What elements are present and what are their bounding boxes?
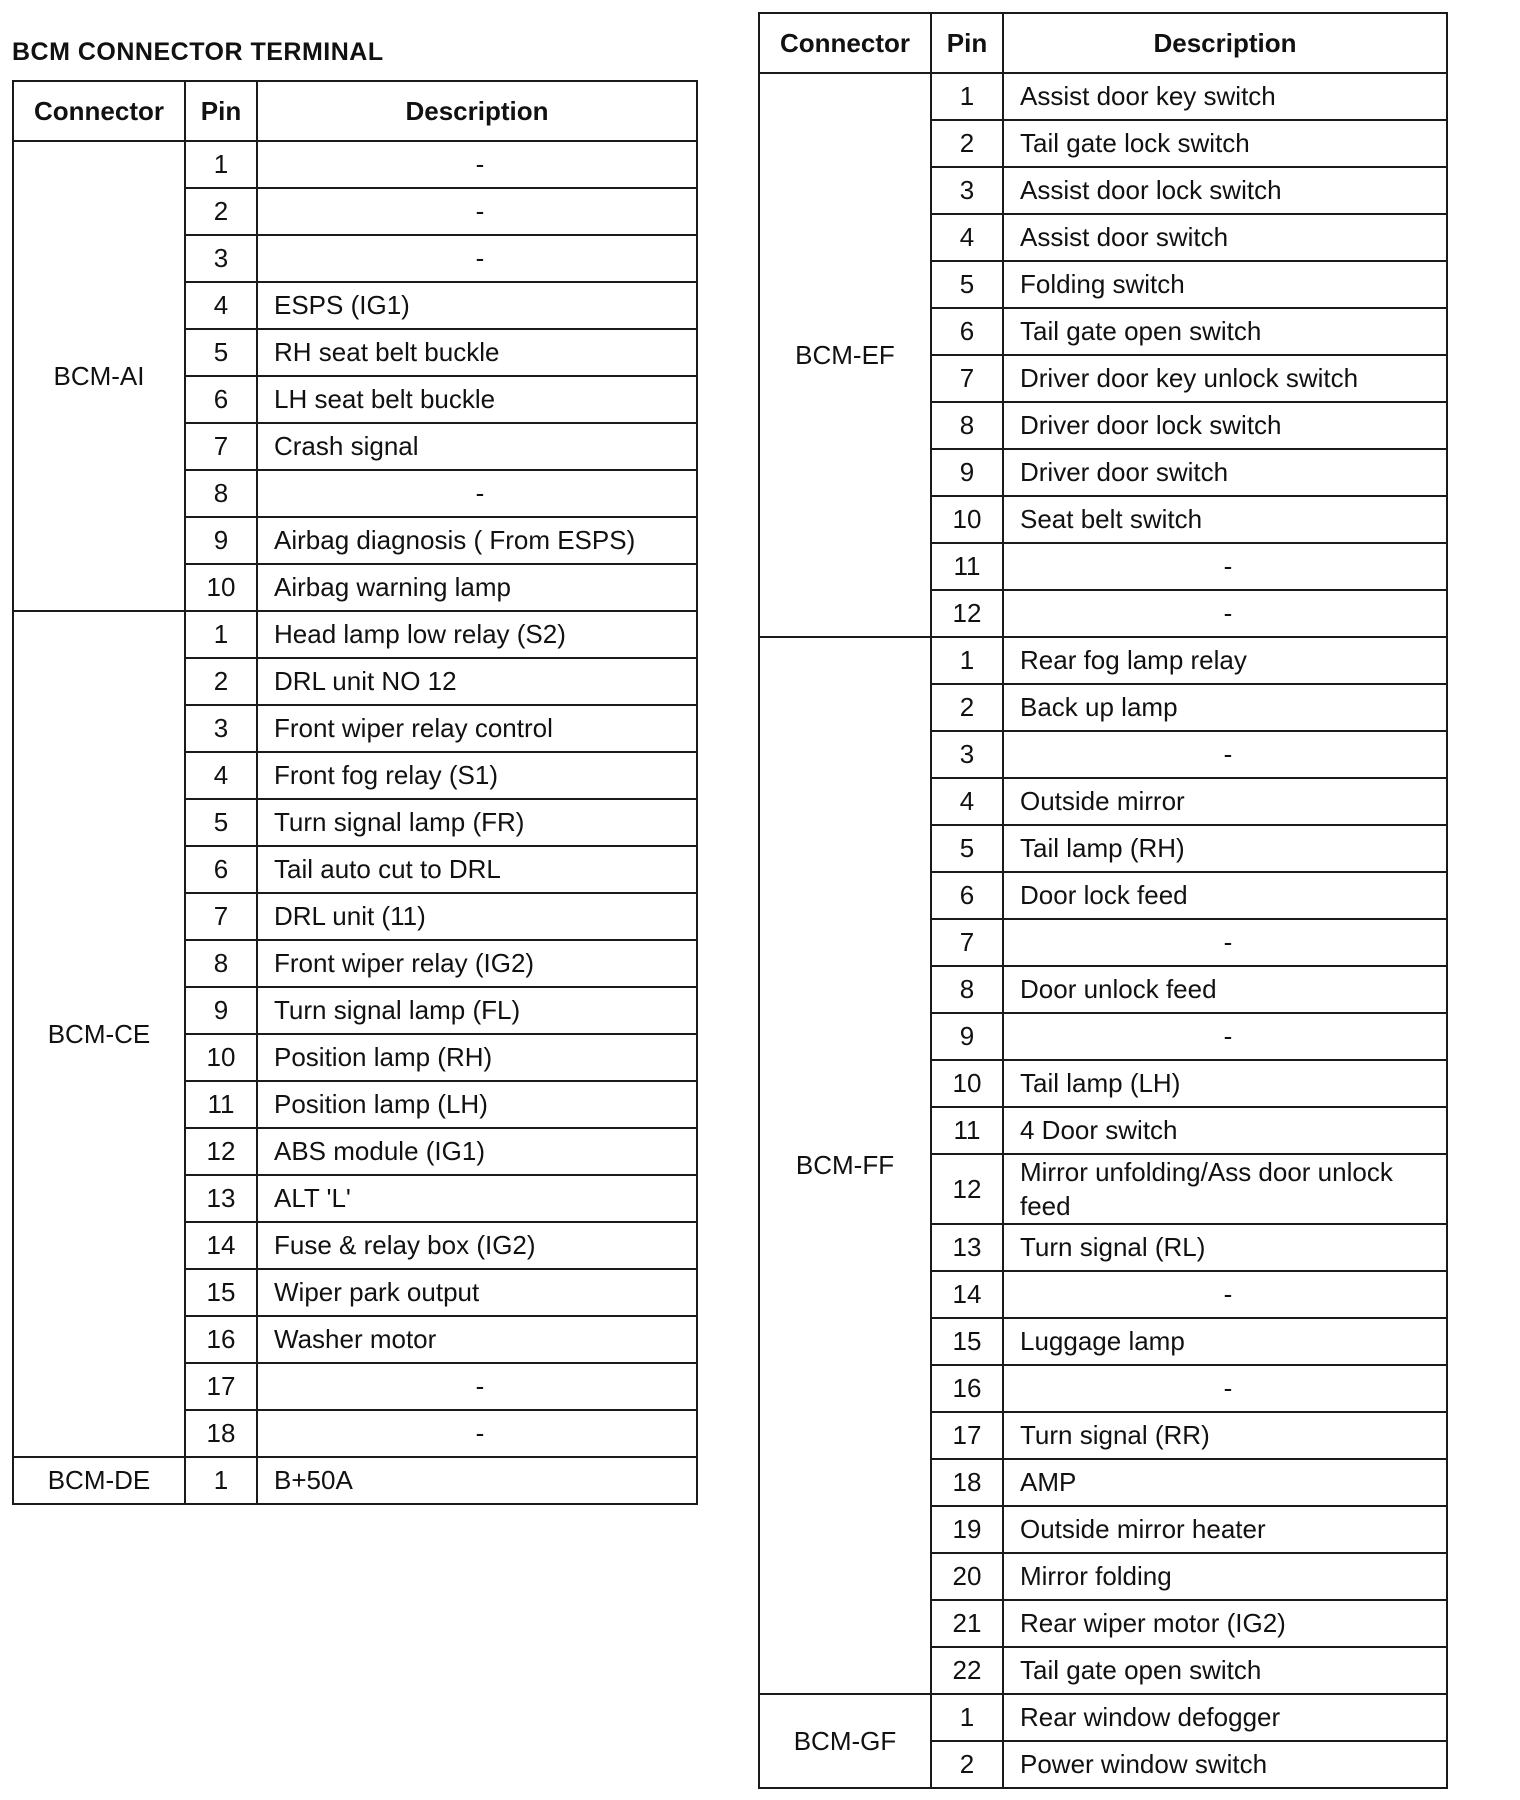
description-cell: Door unlock feed: [1003, 966, 1447, 1013]
pin-cell: 1: [931, 637, 1003, 684]
connector-header: Connector: [759, 13, 931, 73]
description-cell: Position lamp (RH): [257, 1034, 697, 1081]
pin-cell: 3: [931, 731, 1003, 778]
table-row: [13, 611, 697, 658]
pin-header: Pin: [931, 13, 1003, 73]
pin-cell: 4: [185, 282, 257, 329]
pin-cell: 1: [931, 73, 1003, 120]
description-cell: Seat belt switch: [1003, 496, 1447, 543]
pin-cell: 13: [931, 1224, 1003, 1271]
description-cell: -: [257, 1410, 697, 1457]
pin-cell: 6: [931, 872, 1003, 919]
description-cell: Power window switch: [1003, 1741, 1447, 1788]
bcm-terminal-table-left: [12, 80, 698, 1505]
description-cell: ABS module (IG1): [257, 1128, 697, 1175]
connector-header: Connector: [13, 81, 185, 141]
pin-cell: 16: [931, 1365, 1003, 1412]
description-cell: Driver door key unlock switch: [1003, 355, 1447, 402]
pin-cell: 4: [931, 778, 1003, 825]
description-header: Description: [257, 81, 697, 141]
table-row: [759, 73, 1447, 120]
description-cell: Tail lamp (LH): [1003, 1060, 1447, 1107]
description-cell: DRL unit (11): [257, 893, 697, 940]
pin-cell: 16: [185, 1316, 257, 1363]
connector-cell: BCM-DE: [13, 1457, 185, 1504]
pin-cell: 8: [185, 470, 257, 517]
description-cell: Wiper park output: [257, 1269, 697, 1316]
pin-cell: 9: [185, 517, 257, 564]
description-cell: Turn signal (RL): [1003, 1224, 1447, 1271]
pin-cell: 10: [185, 564, 257, 611]
pin-cell: 8: [931, 966, 1003, 1013]
pin-cell: 13: [185, 1175, 257, 1222]
table-row: [759, 637, 1447, 684]
description-cell: Assist door switch: [1003, 214, 1447, 261]
pin-cell: 1: [931, 1694, 1003, 1741]
connector-cell: BCM-CE: [13, 611, 185, 1457]
pin-cell: 18: [185, 1410, 257, 1457]
description-cell: Rear fog lamp relay: [1003, 637, 1447, 684]
connector-cell: BCM-FF: [759, 637, 931, 1694]
pin-cell: 2: [931, 1741, 1003, 1788]
pin-cell: 8: [931, 402, 1003, 449]
description-cell: ESPS (IG1): [257, 282, 697, 329]
description-cell: -: [257, 235, 697, 282]
pin-cell: 10: [931, 496, 1003, 543]
description-cell: Tail auto cut to DRL: [257, 846, 697, 893]
description-cell: -: [1003, 1271, 1447, 1318]
description-cell: Mirror unfolding/Ass door unlock feed: [1003, 1154, 1447, 1224]
pin-cell: 15: [931, 1318, 1003, 1365]
pin-cell: 1: [185, 611, 257, 658]
pin-cell: 12: [931, 590, 1003, 637]
pin-cell: 9: [185, 987, 257, 1034]
pin-header: Pin: [185, 81, 257, 141]
description-cell: DRL unit NO 12: [257, 658, 697, 705]
page-title: BCM CONNECTOR TERMINAL: [12, 38, 384, 66]
description-cell: -: [1003, 1365, 1447, 1412]
description-cell: Driver door switch: [1003, 449, 1447, 496]
description-cell: Tail gate lock switch: [1003, 120, 1447, 167]
pin-cell: 2: [185, 188, 257, 235]
pin-cell: 7: [185, 893, 257, 940]
pin-cell: 10: [185, 1034, 257, 1081]
description-cell: -: [257, 141, 697, 188]
description-cell: B+50A: [257, 1457, 697, 1504]
pin-cell: 9: [931, 1013, 1003, 1060]
description-cell: -: [257, 470, 697, 517]
pin-cell: 11: [185, 1081, 257, 1128]
pin-cell: 7: [931, 355, 1003, 402]
pin-cell: 11: [931, 1107, 1003, 1154]
pin-cell: 17: [931, 1412, 1003, 1459]
left-table-body: [13, 141, 697, 1504]
pin-cell: 2: [185, 658, 257, 705]
description-cell: Crash signal: [257, 423, 697, 470]
pin-cell: 22: [931, 1647, 1003, 1694]
right-table-body: [759, 73, 1447, 1788]
description-cell: 4 Door switch: [1003, 1107, 1447, 1154]
description-cell: Turn signal (RR): [1003, 1412, 1447, 1459]
description-cell: Front wiper relay control: [257, 705, 697, 752]
table-row: [13, 141, 697, 188]
pin-cell: 12: [931, 1154, 1003, 1224]
description-cell: -: [1003, 590, 1447, 637]
header-row: [13, 81, 697, 141]
description-cell: Assist door key switch: [1003, 73, 1447, 120]
pin-cell: 4: [931, 214, 1003, 261]
description-cell: LH seat belt buckle: [257, 376, 697, 423]
description-cell: ALT 'L': [257, 1175, 697, 1222]
pin-cell: 4: [185, 752, 257, 799]
pin-cell: 1: [185, 1457, 257, 1504]
description-cell: Back up lamp: [1003, 684, 1447, 731]
description-cell: Rear wiper motor (IG2): [1003, 1600, 1447, 1647]
pin-cell: 20: [931, 1553, 1003, 1600]
description-cell: Turn signal lamp (FR): [257, 799, 697, 846]
description-cell: -: [257, 188, 697, 235]
description-cell: Airbag warning lamp: [257, 564, 697, 611]
description-cell: Washer motor: [257, 1316, 697, 1363]
description-cell: Luggage lamp: [1003, 1318, 1447, 1365]
table-row: [759, 1694, 1447, 1741]
pin-cell: 5: [185, 329, 257, 376]
connector-cell: BCM-AI: [13, 141, 185, 611]
table-row: [13, 1457, 697, 1504]
pin-cell: 5: [931, 261, 1003, 308]
description-cell: Airbag diagnosis ( From ESPS): [257, 517, 697, 564]
description-cell: Folding switch: [1003, 261, 1447, 308]
description-cell: Outside mirror: [1003, 778, 1447, 825]
pin-cell: 7: [185, 423, 257, 470]
connector-cell: BCM-EF: [759, 73, 931, 637]
description-cell: -: [1003, 1013, 1447, 1060]
description-cell: -: [1003, 919, 1447, 966]
description-cell: Outside mirror heater: [1003, 1506, 1447, 1553]
pin-cell: 3: [185, 705, 257, 752]
description-cell: Front wiper relay (IG2): [257, 940, 697, 987]
pin-cell: 17: [185, 1363, 257, 1410]
description-cell: Position lamp (LH): [257, 1081, 697, 1128]
pin-cell: 12: [185, 1128, 257, 1175]
pin-cell: 15: [185, 1269, 257, 1316]
description-cell: Front fog relay (S1): [257, 752, 697, 799]
bcm-terminal-table-right: [758, 12, 1448, 1789]
pin-cell: 9: [931, 449, 1003, 496]
description-cell: Turn signal lamp (FL): [257, 987, 697, 1034]
description-cell: -: [1003, 543, 1447, 590]
pin-cell: 3: [185, 235, 257, 282]
pin-cell: 21: [931, 1600, 1003, 1647]
description-cell: Driver door lock switch: [1003, 402, 1447, 449]
pin-cell: 5: [931, 825, 1003, 872]
pin-cell: 11: [931, 543, 1003, 590]
pin-cell: 6: [185, 376, 257, 423]
pin-cell: 2: [931, 684, 1003, 731]
pin-cell: 3: [931, 167, 1003, 214]
description-cell: -: [257, 1363, 697, 1410]
pin-cell: 18: [931, 1459, 1003, 1506]
description-cell: Tail lamp (RH): [1003, 825, 1447, 872]
pin-cell: 5: [185, 799, 257, 846]
description-cell: Rear window defogger: [1003, 1694, 1447, 1741]
pin-cell: 6: [931, 308, 1003, 355]
description-cell: AMP: [1003, 1459, 1447, 1506]
description-cell: Mirror folding: [1003, 1553, 1447, 1600]
description-cell: Tail gate open switch: [1003, 308, 1447, 355]
description-cell: Fuse & relay box (IG2): [257, 1222, 697, 1269]
description-cell: Door lock feed: [1003, 872, 1447, 919]
connector-cell: BCM-GF: [759, 1694, 931, 1788]
pin-cell: 14: [931, 1271, 1003, 1318]
pin-cell: 7: [931, 919, 1003, 966]
pin-cell: 2: [931, 120, 1003, 167]
description-cell: Tail gate open switch: [1003, 1647, 1447, 1694]
pin-cell: 8: [185, 940, 257, 987]
header-row: [759, 13, 1447, 73]
description-cell: Head lamp low relay (S2): [257, 611, 697, 658]
pin-cell: 6: [185, 846, 257, 893]
pin-cell: 1: [185, 141, 257, 188]
pin-cell: 10: [931, 1060, 1003, 1107]
description-header: Description: [1003, 13, 1447, 73]
pin-cell: 19: [931, 1506, 1003, 1553]
description-cell: -: [1003, 731, 1447, 778]
description-cell: RH seat belt buckle: [257, 329, 697, 376]
description-cell: Assist door lock switch: [1003, 167, 1447, 214]
pin-cell: 14: [185, 1222, 257, 1269]
